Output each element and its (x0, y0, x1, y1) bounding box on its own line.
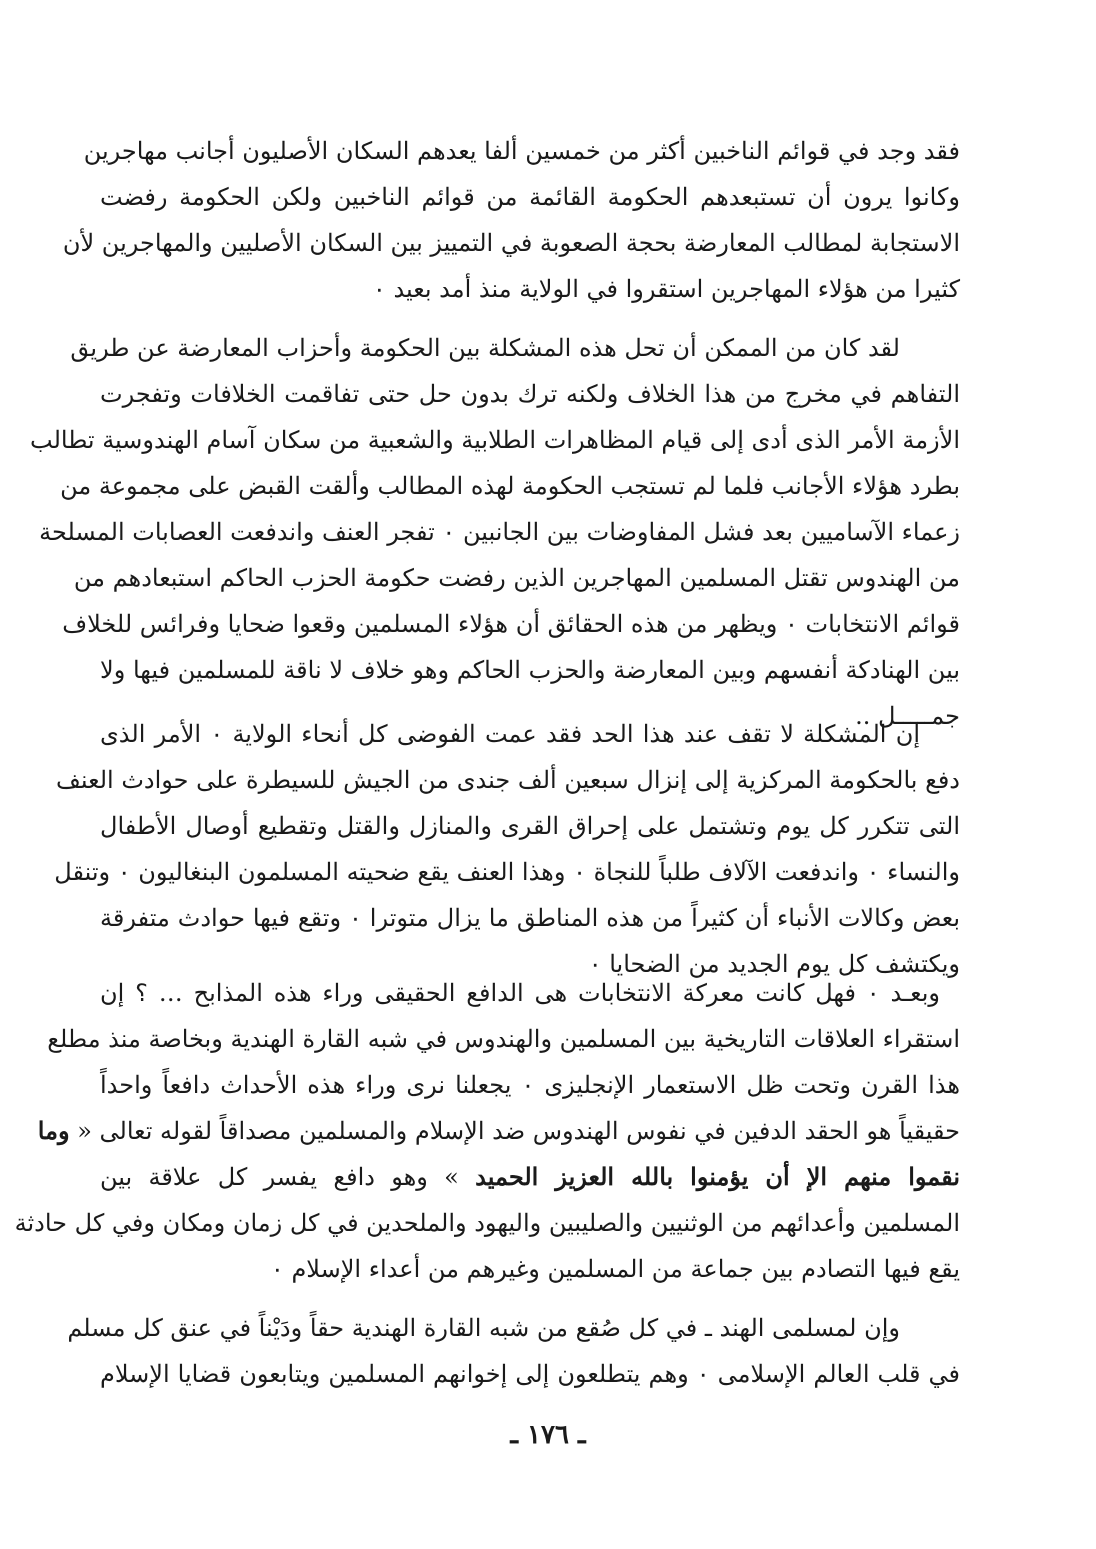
text-line: والنساء ٠ واندفعت الآلاف طلباً للنجاة ٠ وهذا العنف يقع ضحيته المسلمون البنغاليون ٠ وتنقل (54, 858, 960, 886)
text-line: جمـــــل .. (855, 702, 960, 730)
text-line: بين الهنادكة أنفسهم وبين المعارضة والحزب الحاكم وهو خلاف لا ناقة للمسلمين فيها ولا (100, 656, 961, 684)
text-line: حقيقياً هو الحقد الدفين في نفوس الهندوس ضد الإسلام والمسلمين مصداقاً لقوله تعالى « وما (37, 1116, 960, 1145)
quran-verse-text: نقموا منهم الإ أن يؤمنوا بالله العزيز الحميد (475, 1162, 960, 1191)
text-line: التى تتكرر كل يوم وتشتمل على إحراق القرى والمنازل والقتل وتقطيع أوصال الأطفال (100, 812, 960, 840)
text-line: استقراء العلاقات التاريخية بين المسلمين والهندوس في شبه القارة الهندية وبخاصة منذ مطلع (47, 1025, 960, 1053)
text-line: وكانوا يرون أن تستبعدهم الحكومة القائمة من قوائم الناخبين ولكن الحكومة رفضت (100, 183, 960, 211)
paragraph-2 (30, 325, 961, 739)
text-line: بطرد هؤلاء الأجانب فلما لم تستجب الحكومة لهذه المطالب وألقت القبض على مجموعة من (60, 472, 960, 500)
text-line: الأزمة الأمر الذى أدى إلى قيام المظاهرات الطلابية والشعبية من سكان آسام الهندوسية تطالب (30, 426, 960, 454)
text-line: وبعـد ٠ فهل كانت معركة الانتخابات هى الدافع الحقيقى وراء هذه المذابح … ؟ إن (100, 979, 940, 1007)
text-line: زعماء الآساميين بعد فشل المفاوضات بين الجانبين ٠ تفجر العنف واندفعت العصابات المسلحة (39, 518, 960, 546)
text-line: وإن لمسلمى الهند ـ في كل صُقع من شبه القارة الهندية حقاً ودَيْناً في عنق كل مسلم (67, 1314, 900, 1342)
text-line: بعض وكالات الأنباء أن كثيراً من هذه المناطق ما يزال متوترا ٠ وتقع فيها حوادث متفرقة (100, 904, 961, 932)
text-line: هذا القرن وتحت ظل الاستعمار الإنجليزى ٠ يجعلنا نرى وراء هذه الأحداث دافعاً واحداً (100, 1071, 961, 1099)
text-line: إن المشكلة لا تقف عند هذا الحد فقد عمت الفوضى كل أنحاء الولاية ٠ الأمر الذى (100, 720, 920, 748)
page-number: ـ ١٧٦ ـ (510, 1420, 586, 1450)
text-line: المسلمين وأعدائهم من الوثنيين والصليبين واليهود والملحدين في كل زمان ومكان وفي كل حادثة (14, 1209, 960, 1237)
paragraph-5 (67, 1305, 960, 1397)
text-line: لقد كان من الممكن أن تحل هذه المشكلة بين الحكومة وأحزاب المعارضة عن طريق (70, 334, 900, 362)
quran-verse-text: وما (37, 1116, 70, 1145)
paragraph-1 (62, 128, 960, 312)
text-line: الاستجابة لمطالب المعارضة بحجة الصعوبة في التمييز بين السكان الأصليين والمهاجرين لأن (62, 229, 960, 257)
text-line: التفاهم في مخرج من هذا الخلاف ولكنه ترك بدون حل حتى تفاقمت الخلافات وتفجرت (100, 380, 960, 408)
text-line: من الهندوس تقتل المسلمين المهاجرين الذين رفضت حكومة الحزب الحاكم استبعادهم من (73, 564, 960, 592)
text-line: كثيرا من هؤلاء المهاجرين استقروا في الولاية منذ أمد بعيد ٠ (372, 275, 960, 303)
text-line: دفع بالحكومة المركزية إلى إنزال سبعين ألف جندى من الجيش للسيطرة على حوادث العنف (56, 766, 960, 794)
text-line: قوائم الانتخابات ٠ ويظهر من هذه الحقائق أن هؤلاء المسلمين وقعوا ضحايا وفرائس للخلاف (62, 610, 960, 638)
text-line: ويكتشف كل يوم الجديد من الضحايا ٠ (588, 950, 960, 978)
text-line: يقع فيها التصادم بين جماعة من المسلمين وغيرهم من أعداء الإسلام ٠ (270, 1255, 960, 1283)
paragraph-4 (14, 970, 961, 1292)
paragraph-3 (54, 711, 961, 987)
text-line: نقموا منهم الإ أن يؤمنوا بالله العزيز الحميد » وهو دافع يفسر كل علاقة بين (100, 1162, 960, 1191)
text-line: في قلب العالم الإسلامى ٠ وهم يتطلعون إلى إخوانهم المسلمين ويتابعون قضايا الإسلام (100, 1360, 960, 1388)
text-line: فقد وجد في قوائم الناخبين أكثر من خمسين ألفا يعدهم السكان الأصليون أجانب مهاجرين (83, 137, 960, 165)
